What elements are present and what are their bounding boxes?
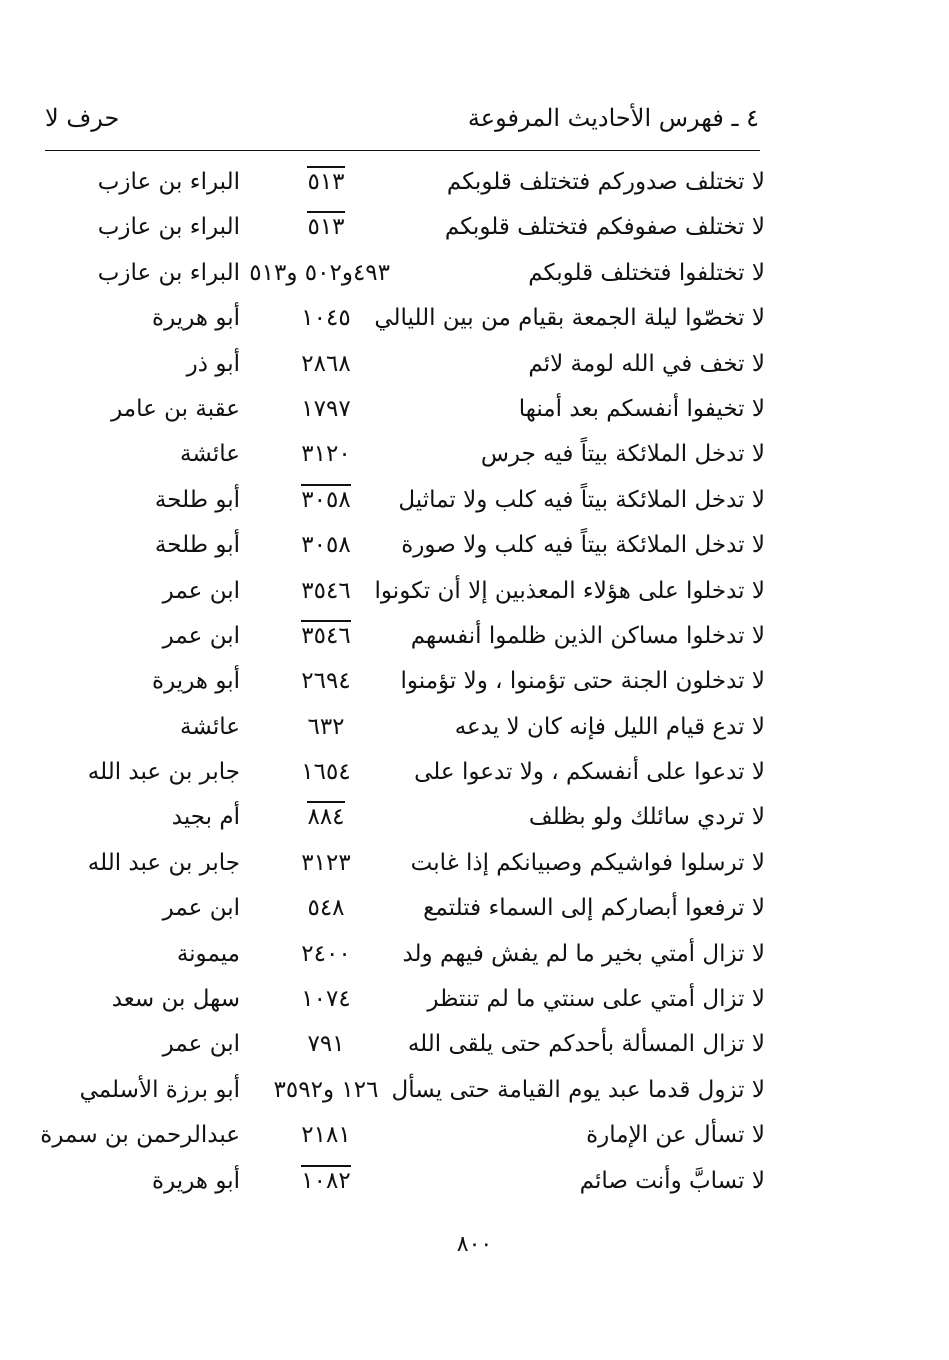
reference-number-text: ٤٩٣و٥٠٢ و٥١٣ — [249, 259, 390, 286]
narrator-name: أبو هريرة — [152, 668, 240, 695]
reference-number-text: ٣٠٥٨ — [301, 484, 350, 513]
hadith-text: لا تخف في الله لومة لائم — [528, 350, 765, 377]
hadith-text: لا تزول قدما عبد يوم القيامة حتى يسأل — [391, 1076, 765, 1103]
hadith-text: لا تدخل الملائكة بيتاً فيه جرس — [480, 441, 765, 468]
reference-number-text: ١٧٩٧ — [301, 395, 351, 422]
hadith-text: لا تختلفوا فتختلف قلوبكم — [528, 259, 765, 286]
hadith-text: لا تسابَّ وأنت صائم — [579, 1167, 765, 1194]
hadith-reference-number — [262, 1113, 390, 1158]
hadith-reference-number — [262, 977, 390, 1022]
table-row — [40, 1022, 765, 1067]
narrator-name: أم بجيد — [171, 804, 240, 831]
reference-number-text: ٢٤٠٠ — [301, 940, 351, 967]
page-header — [45, 100, 759, 144]
hadith-reference-number — [262, 1159, 390, 1204]
table-row — [40, 1113, 765, 1158]
narrator-name: عائشة — [180, 713, 240, 740]
narrator-name: ابن عمر — [162, 622, 240, 649]
reference-number-text: ٥٤٨ — [307, 895, 345, 922]
narrator-name: سهل بن سعد — [111, 986, 240, 1013]
reference-number-text: ١٦٥٤ — [301, 759, 351, 786]
narrator-name: أبو ذر — [186, 350, 240, 377]
narrator-name: البراء بن عازب — [97, 259, 240, 286]
hadith-reference-number — [262, 1068, 390, 1113]
narrator-name: أبو طلحة — [154, 532, 240, 559]
hadith-reference-number — [262, 932, 390, 977]
table-row — [40, 1068, 765, 1113]
table-row — [40, 342, 765, 387]
narrator-name: عائشة — [180, 441, 240, 468]
hadith-text: لا تدع قيام الليل فإنه كان لا يدعه — [454, 713, 765, 740]
reference-number-text: ٣٥٤٦ — [301, 577, 351, 604]
hadith-text: لا تدخل الملائكة بيتاً فيه كلب ولا تماثيل — [398, 486, 765, 513]
table-row — [40, 932, 765, 977]
table-row — [40, 659, 765, 704]
reference-number-text: ٢١٨١ — [301, 1122, 351, 1149]
narrator-name: ابن عمر — [162, 1031, 240, 1058]
hadith-reference-number — [262, 342, 390, 387]
narrator-name: ميمونة — [176, 940, 240, 967]
narrator-name: البراء بن عازب — [97, 169, 240, 195]
narrator-name: عبدالرحمن بن سمرة — [40, 1122, 240, 1149]
hadith-text: لا تدخلون الجنة حتى تؤمنوا ، ولا تؤمنوا — [400, 668, 765, 695]
table-row — [40, 795, 765, 840]
reference-number-text: ٢٦٩٤ — [301, 668, 351, 695]
narrator-name: أبو طلحة — [154, 486, 240, 513]
hadith-reference-number — [262, 523, 390, 568]
table-row — [40, 977, 765, 1022]
hadith-reference-number — [262, 296, 390, 341]
reference-number-text: ٨٨٤ — [307, 801, 344, 830]
hadith-text: لا تردي سائلك ولو بظلف — [528, 804, 765, 831]
hadith-reference-number — [262, 1022, 390, 1067]
narrator-name: ابن عمر — [162, 577, 240, 604]
hadith-reference-number — [262, 705, 390, 750]
table-row — [40, 523, 765, 568]
hadith-text: لا تزال أمتي على سنتي ما لم تنتظر — [427, 986, 765, 1013]
hadith-reference-number — [262, 205, 390, 250]
reference-number-text: ١٠٤٥ — [301, 305, 351, 332]
hadith-reference-number — [262, 160, 390, 205]
table-row — [40, 478, 765, 523]
table-row — [40, 569, 765, 614]
table-row — [40, 160, 765, 205]
hadith-reference-number — [262, 886, 390, 931]
hadith-text: لا تزال المسألة بأحدكم حتى يلقى الله — [407, 1031, 765, 1058]
hadith-reference-number — [262, 750, 390, 795]
reference-number-text: ٣١٢٠ — [301, 441, 351, 468]
hadith-text: لا تدعوا على أنفسكم ، ولا تدعوا على — [414, 759, 765, 786]
hadith-text: لا ترفعوا أبصاركم إلى السماء فتلتمع — [423, 895, 765, 922]
reference-number-text: ٥١٣ — [307, 166, 344, 195]
narrator-name: عقبة بن عامر — [111, 395, 240, 422]
table-row — [40, 1159, 765, 1204]
narrator-name: أبو هريرة — [152, 305, 240, 332]
hadith-reference-number — [262, 569, 390, 614]
reference-number-text: ٧٩١ — [307, 1031, 345, 1058]
table-row — [40, 251, 765, 296]
reference-number-text: ٥١٣ — [307, 211, 344, 240]
hadith-reference-number — [262, 841, 390, 886]
table-row — [40, 387, 765, 432]
hadith-text: لا تسأل عن الإمارة — [586, 1122, 765, 1149]
hadith-text: لا تزال أمتي بخير ما لم يفش فيهم ولد — [402, 940, 765, 967]
table-row — [40, 750, 765, 795]
narrator-name: جابر بن عبد الله — [87, 849, 240, 876]
narrator-name: جابر بن عبد الله — [87, 759, 240, 786]
hadith-text: لا تدخل الملائكة بيتاً فيه كلب ولا صورة — [401, 532, 765, 559]
hadith-index-table — [40, 160, 765, 1204]
hadith-text: لا تختلف صدوركم فتختلف قلوبكم — [446, 169, 765, 195]
reference-number-text: ١٢٦ و٣٥٩٢ — [273, 1076, 379, 1103]
reference-number-text: ٣١٢٣ — [301, 849, 351, 876]
reference-number-text: ٦٣٢ — [307, 713, 345, 740]
hadith-text: لا تدخلوا على هؤلاء المعذبين إلا أن تكونوا — [374, 577, 765, 604]
hadith-text: لا تخصّوا ليلة الجمعة بقيام من بين الليالي — [374, 305, 765, 332]
hadith-reference-number — [262, 478, 390, 523]
hadith-reference-number — [249, 251, 390, 296]
table-row — [40, 205, 765, 250]
reference-number-text: ٣٥٤٦ — [301, 620, 350, 649]
section-title: ٤ ـ فهرس الأحاديث المرفوعة — [467, 104, 759, 132]
table-row — [40, 841, 765, 886]
hadith-text: لا تدخلوا مساكن الذين ظلموا أنفسهم — [410, 622, 765, 649]
reference-number-text: ٢٨٦٨ — [301, 350, 351, 377]
narrator-name: أبو برزة الأسلمي — [79, 1076, 240, 1103]
table-row — [40, 296, 765, 341]
hadith-text: لا تخيفوا أنفسكم بعد أمنها — [518, 395, 765, 422]
table-row — [40, 614, 765, 659]
reference-number-text: ١٠٨٢ — [301, 1165, 350, 1194]
table-row — [40, 705, 765, 750]
letter-title: حرف لا — [45, 104, 120, 132]
page-number: ٨٠٠ — [456, 1232, 493, 1257]
hadith-reference-number — [262, 795, 390, 840]
header-divider — [45, 150, 760, 151]
hadith-text: لا ترسلوا فواشيكم وصبيانكم إذا غابت — [410, 849, 765, 876]
hadith-reference-number — [262, 432, 390, 477]
narrator-name: ابن عمر — [162, 895, 240, 922]
hadith-reference-number — [262, 659, 390, 704]
table-row — [40, 432, 765, 477]
table-row — [40, 886, 765, 931]
hadith-reference-number — [262, 387, 390, 432]
narrator-name: البراء بن عازب — [97, 214, 240, 241]
narrator-name: أبو هريرة — [152, 1167, 240, 1194]
reference-number-text: ١٠٧٤ — [301, 986, 351, 1013]
hadith-reference-number — [262, 614, 390, 659]
hadith-text: لا تختلف صفوفكم فتختلف قلوبكم — [444, 214, 765, 241]
reference-number-text: ٣٠٥٨ — [301, 532, 351, 559]
